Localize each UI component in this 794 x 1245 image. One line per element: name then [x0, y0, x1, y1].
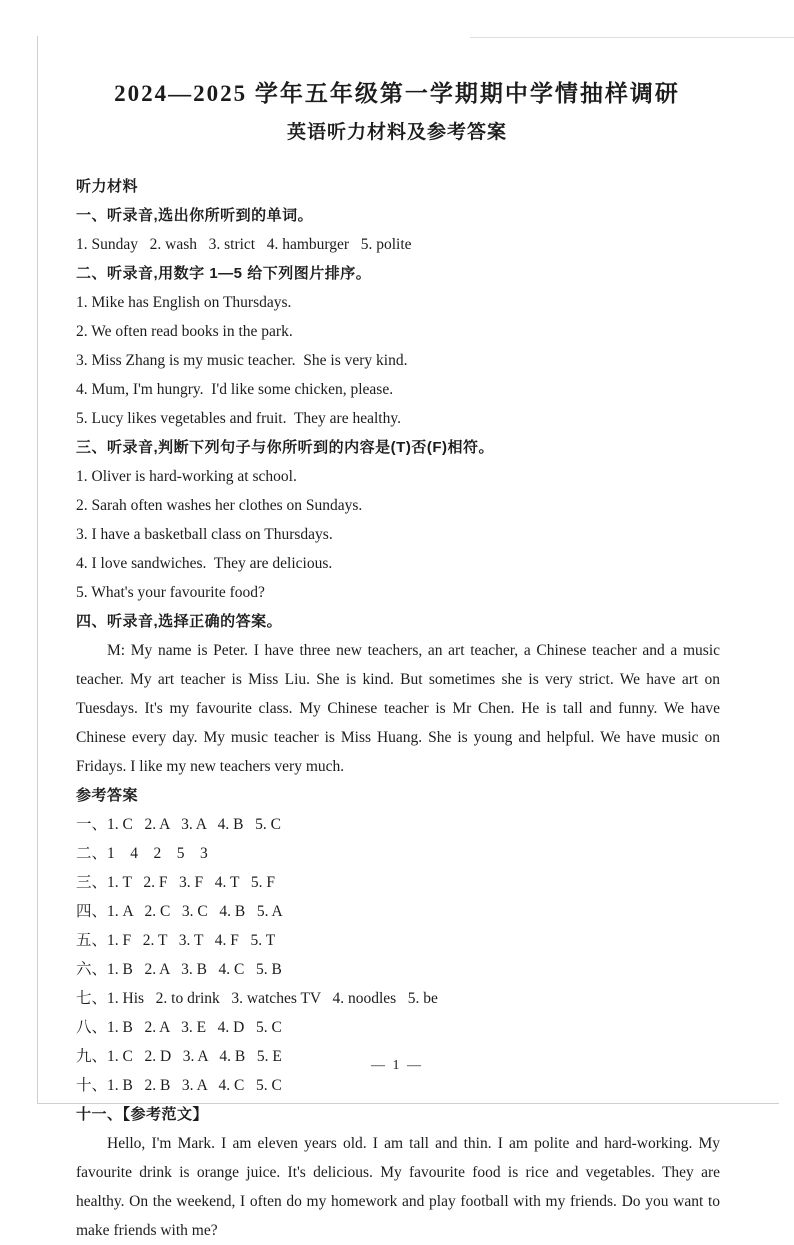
answer-line: 七、1. His 2. to drink 3. watches TV 4. noodles 5. be — [76, 990, 438, 1007]
scan-edge-left — [37, 36, 38, 1104]
page-title: 2024—2025 学年五年级第一学期期中学情抽样调研 — [114, 81, 680, 106]
answer-line: 四、1. A 2. C 3. C 4. B 5. A — [76, 903, 283, 920]
answer-line: 九、1. C 2. D 3. A 4. B 5. E — [76, 1048, 282, 1065]
section2-heading: 二、听录音,用数字 1—5 给下列图片排序。 — [76, 265, 372, 282]
essay-heading: 十一、【参考范文】 — [76, 1106, 209, 1123]
essay-paragraph: Hello, I'm Mark. I am eleven years old. I am tall and thin. I am polite and hard-working. My favourite drink is orange juice. It's delicious. My favourite food is rice and vegetables. They are healthy. On the weekend, I often do my homework and play football with my friends. Do you want to make friends with me? — [76, 1135, 720, 1239]
text-line: 2. We often read books in the park. — [76, 323, 293, 340]
scan-edge-top — [470, 37, 794, 38]
document-body — [76, 172, 720, 1245]
text-line: 1. Sunday 2. wash 3. strict 4. hamburger 5. polite — [76, 236, 412, 253]
answer-line: 六、1. B 2. A 3. B 4. C 5. B — [76, 961, 282, 978]
text-line: 2. Sarah often washes her clothes on Sundays. — [76, 497, 363, 514]
text-line: 4. I love sandwiches. They are delicious. — [76, 555, 333, 572]
text-line: 3. I have a basketball class on Thursdays. — [76, 526, 333, 543]
text-line: 1. Oliver is hard-working at school. — [76, 468, 297, 485]
answer-line: 一、1. C 2. A 3. A 4. B 5. C — [76, 816, 281, 833]
answer-line: 二、1 4 2 5 3 — [76, 845, 208, 862]
scan-edge-bottom — [37, 1103, 779, 1104]
page-number: — 1 — — [371, 1058, 423, 1073]
text-line: 5. What's your favourite food? — [76, 584, 265, 601]
text-line: 3. Miss Zhang is my music teacher. She is very kind. — [76, 352, 408, 369]
page-subtitle: 英语听力材料及参考答案 — [286, 122, 507, 143]
answer-line: 三、1. T 2. F 3. F 4. T 5. F — [76, 874, 275, 891]
answer-line: 十、1. B 2. B 3. A 4. C 5. C — [76, 1077, 282, 1094]
listening-script-paragraph: M: My name is Peter. I have three new teachers, an art teacher, a Chinese teacher and a music teacher. My art teacher is Miss Liu. She is kind. But sometimes she is very strict. We have art on Tuesdays. It's my favourite class. My Chinese teacher is Mr Chen. He is tall and funny. We have Chinese every day. My music teacher is Miss Huang. She is young and helpful. We have music on Fridays. I like my new teachers very much. — [76, 642, 720, 775]
section1-heading: 一、听录音,选出你所听到的单词。 — [76, 207, 314, 224]
listening-heading: 听力材料 — [76, 178, 139, 195]
answer-line: 五、1. F 2. T 3. T 4. F 5. T — [76, 932, 276, 949]
text-line: 5. Lucy likes vegetables and fruit. They are healthy. — [76, 410, 401, 427]
text-line: 4. Mum, I'm hungry. I'd like some chicken, please. — [76, 381, 394, 398]
section4-heading: 四、听录音,选择正确的答案。 — [76, 613, 283, 630]
text-line: 1. Mike has English on Thursdays. — [76, 294, 292, 311]
answer-line: 八、1. B 2. A 3. E 4. D 5. C — [76, 1019, 282, 1036]
section3-heading: 三、听录音,判断下列句子与你所听到的内容是(T)否(F)相符。 — [76, 439, 494, 456]
answers-heading: 参考答案 — [76, 787, 139, 804]
